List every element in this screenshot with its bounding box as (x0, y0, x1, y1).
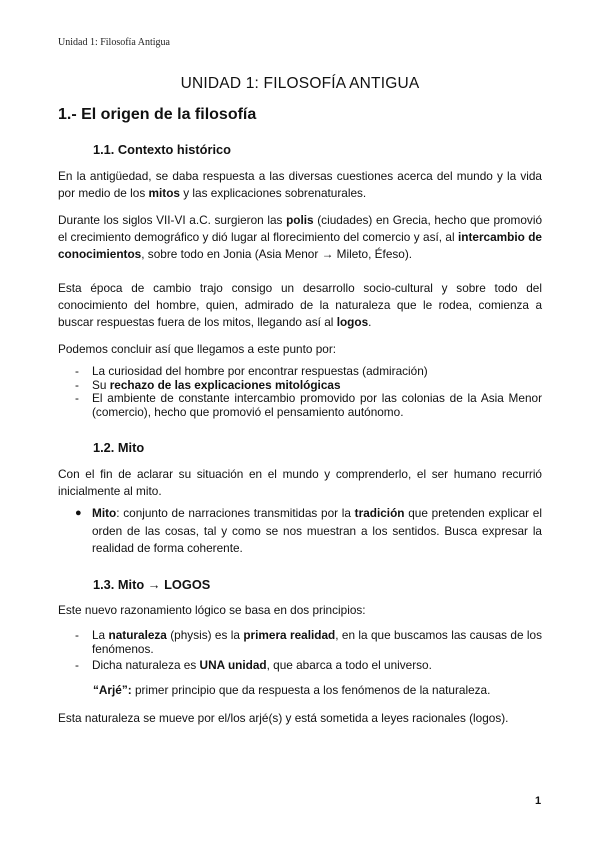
section-heading-origen: 1.- El origen de la filosofía (58, 106, 257, 123)
bullet-dot-icon: ● (75, 507, 82, 519)
subsection-heading-mito: 1.2. Mito (93, 440, 145, 455)
paragraph-fin-aclarar: Con el fin de aclarar su situación en el mundo y comprenderlo, el ser humano recurrió inicialmente al mito. (58, 467, 542, 498)
page-number: 1 (535, 795, 542, 807)
subsection-heading-contexto: 1.1. Contexto histórico (93, 142, 231, 157)
bullet-mito-definition: ● Mito: conjunto de narraciones transmitidas por la tradición que pretenden explicar el orden de las cosas, tal y como se nos muestran a los sentidos. Busca expresar la realidad de forma coherente. (75, 506, 542, 555)
paragraph-polis: Durante los siglos VII-VI a.C. surgieron las polis (ciudades) en Grecia, hecho que promovió el crecimiento demográfico y dió lugar al florecimiento del comercio y así, al intercambio de conocimientos, sobre todo en Jonia (Asia Menor → Mileto, Éfeso). (58, 213, 543, 261)
subsection-heading-mito-logos: 1.3. Mito → LOGOS (93, 577, 211, 592)
paragraph-antiguedad: En la antigüedad, se daba respuesta a las diversas cuestiones acerca del mundo y la vida por medio de los mitos y las explicaciones sobrenaturales. (58, 169, 542, 200)
list-item: - La curiosidad del hombre por encontrar respuestas (admiración) (75, 364, 428, 378)
list-item: - Su rechazo de las explicaciones mitológicas (75, 377, 341, 392)
list-item: - La naturaleza (physis) es la primera realidad, en la que buscamos las causas de los fenómenos. (75, 628, 542, 656)
document-title: UNIDAD 1: FILOSOFÍA ANTIGUA (180, 75, 420, 92)
list-item: - El ambiente de constante intercambio promovido por las colonias de la Asia Menor (comercio), hecho que promovió el pensamiento autónomo. (75, 391, 542, 419)
paragraph-cambio: Esta época de cambio trajo consigo un desarrollo socio-cultural y sobre todo del conocimiento del hombre, quien, admirado de la naturaleza que le rodea, comienza a buscar respuestas fuera de los mitos, llegando así al logos. (58, 281, 542, 329)
list-item: - Dicha naturaleza es UNA unidad, que abarca a todo el universo. (75, 658, 432, 672)
paragraph-razonamiento: Este nuevo razonamiento lógico se basa en dos principios: (58, 603, 366, 617)
dash-list-causas (58, 365, 542, 419)
paragraph-naturaleza-logos: Esta naturaleza se mueve por el/los arjé(s) y está sometida a leyes racionales (logos). (58, 711, 509, 725)
paragraph-concluir: Podemos concluir así que llegamos a este punto por: (58, 342, 337, 356)
running-header: Unidad 1: Filosofía Antigua (58, 37, 170, 48)
dash-list-principios (58, 628, 542, 673)
paragraph-arje: “Arjé”: primer principio que da respuesta a los fenómenos de la naturaleza. (93, 683, 491, 697)
